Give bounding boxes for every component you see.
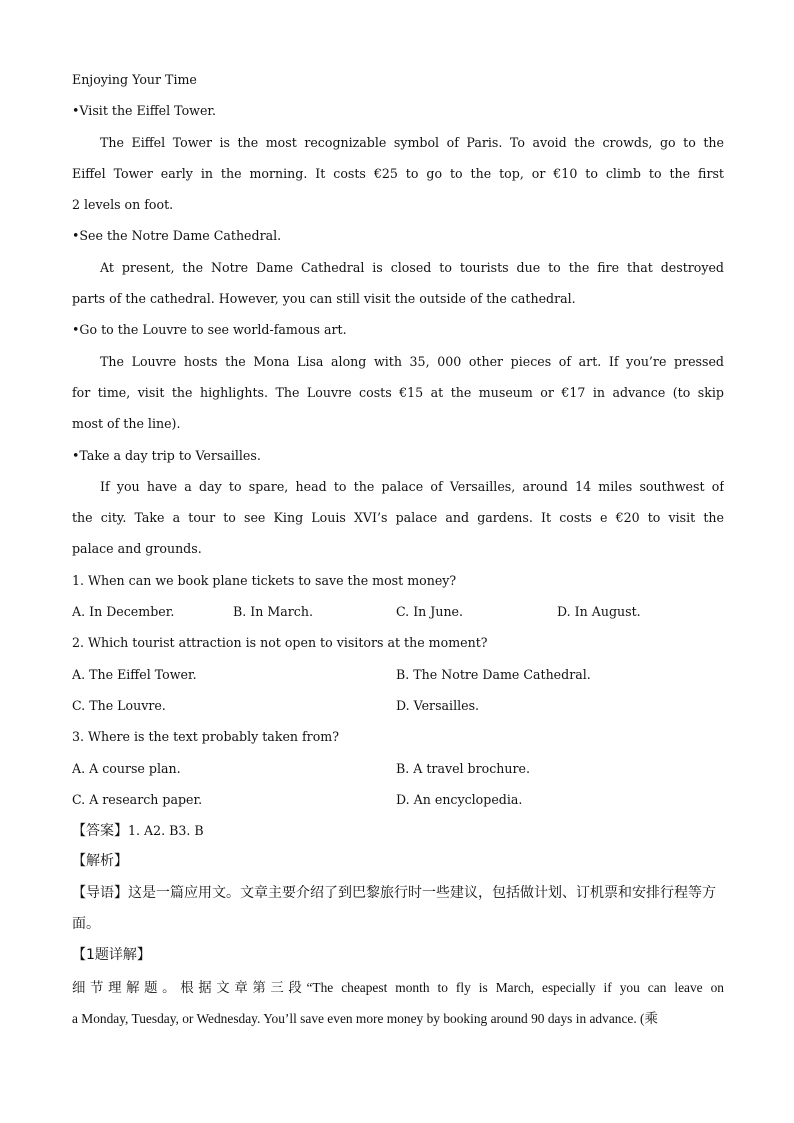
option-a: A. A course plan. — [72, 760, 181, 776]
answer-label: 【答案】 — [72, 823, 128, 840]
question-3-options-row2 — [72, 784, 724, 815]
detail-label: 【1题详解】 — [72, 947, 151, 964]
option-a: A. The Eiffel Tower. — [72, 666, 197, 682]
paragraph-line: parts of the cathedral. However, you can still visit the outside of the cathedral. — [72, 291, 576, 307]
option-d: D. An encyclopedia. — [396, 791, 523, 807]
option-b: B. The Notre Dame Cathedral. — [396, 666, 591, 682]
document-title: Enjoying Your Time — [72, 72, 197, 87]
paragraph-line: The Louvre hosts the Mona Lisa along with 35, 000 other pieces of art. If you’re pressed — [100, 353, 724, 369]
answer-text: 1. A2. B3. B — [128, 823, 204, 839]
detail-line-2: a Monday, Tuesday, or Wednesday. You’ll save even more money by booking around 90 days in advance. (乘 — [72, 1010, 658, 1026]
question-2-options-row1 — [72, 659, 724, 690]
section-heading-eiffel: •Visit the Eiffel Tower. — [72, 103, 217, 119]
paragraph-line: palace and grounds. — [72, 541, 202, 557]
option-b: B. In March. — [233, 604, 313, 620]
paragraph-line: 2 levels on foot. — [72, 197, 174, 213]
option-a: A. In December. — [72, 604, 175, 620]
question-2-options-row2 — [72, 690, 724, 721]
paragraph-line: Eiffel Tower early in the morning. It costs €25 to go to the top, or €10 to climb to the first — [72, 165, 724, 181]
option-d: D. Versailles. — [396, 697, 480, 713]
paragraph-line: At present, the Notre Dame Cathedral is closed to tourists due to the fire that destroyed — [100, 259, 724, 275]
guide-line — [72, 878, 724, 909]
guide-line-2: 面。 — [72, 916, 100, 933]
question-3-options-row1 — [72, 753, 724, 784]
paragraph-line: most of the line). — [72, 416, 181, 432]
option-b: B. A travel brochure. — [396, 760, 530, 776]
question-2: 2. Which tourist attraction is not open to visitors at the moment? — [72, 635, 488, 651]
guide-text: 这是一篇应用文。文章主要介绍了到巴黎旅行时一些建议，包括做计划、订机票和安排行程等方 — [128, 884, 716, 901]
paragraph-line: If you have a day to spare, head to the palace of Versailles, around 14 miles southwest of — [100, 478, 724, 494]
section-heading-notre-dame: •See the Notre Dame Cathedral. — [72, 228, 282, 244]
answer-line — [72, 815, 724, 846]
option-c: C. A research paper. — [72, 791, 203, 807]
option-d: D. In August. — [557, 604, 641, 620]
option-c: C. The Louvre. — [72, 697, 166, 713]
section-heading-louvre: •Go to the Louvre to see world-famous art. — [72, 322, 347, 338]
section-heading-versailles: •Take a day trip to Versailles. — [72, 447, 261, 463]
paragraph-line: the city. Take a tour to see King Louis XVI’s palace and gardens. It costs e €20 to visit the — [72, 510, 724, 526]
document-page — [72, 64, 724, 1034]
paragraph-line: The Eiffel Tower is the most recognizable symbol of Paris. To avoid the crowds, go to the — [100, 134, 724, 150]
question-3: 3. Where is the text probably taken from? — [72, 729, 339, 745]
question-1: 1. When can we book plane tickets to save the most money? — [72, 572, 457, 588]
analysis-label: 【解析】 — [72, 853, 128, 870]
paragraph-line: for time, visit the highlights. The Louvre costs €15 at the museum or €17 in advance (to skip — [72, 384, 724, 400]
question-1-options — [72, 596, 724, 627]
guide-label: 【导语】 — [72, 884, 128, 901]
detail-line: 细节理解题。根据文章第三段“The cheapest month to fly is March, especially if you can leave on — [72, 979, 724, 995]
option-c: C. In June. — [396, 604, 464, 620]
